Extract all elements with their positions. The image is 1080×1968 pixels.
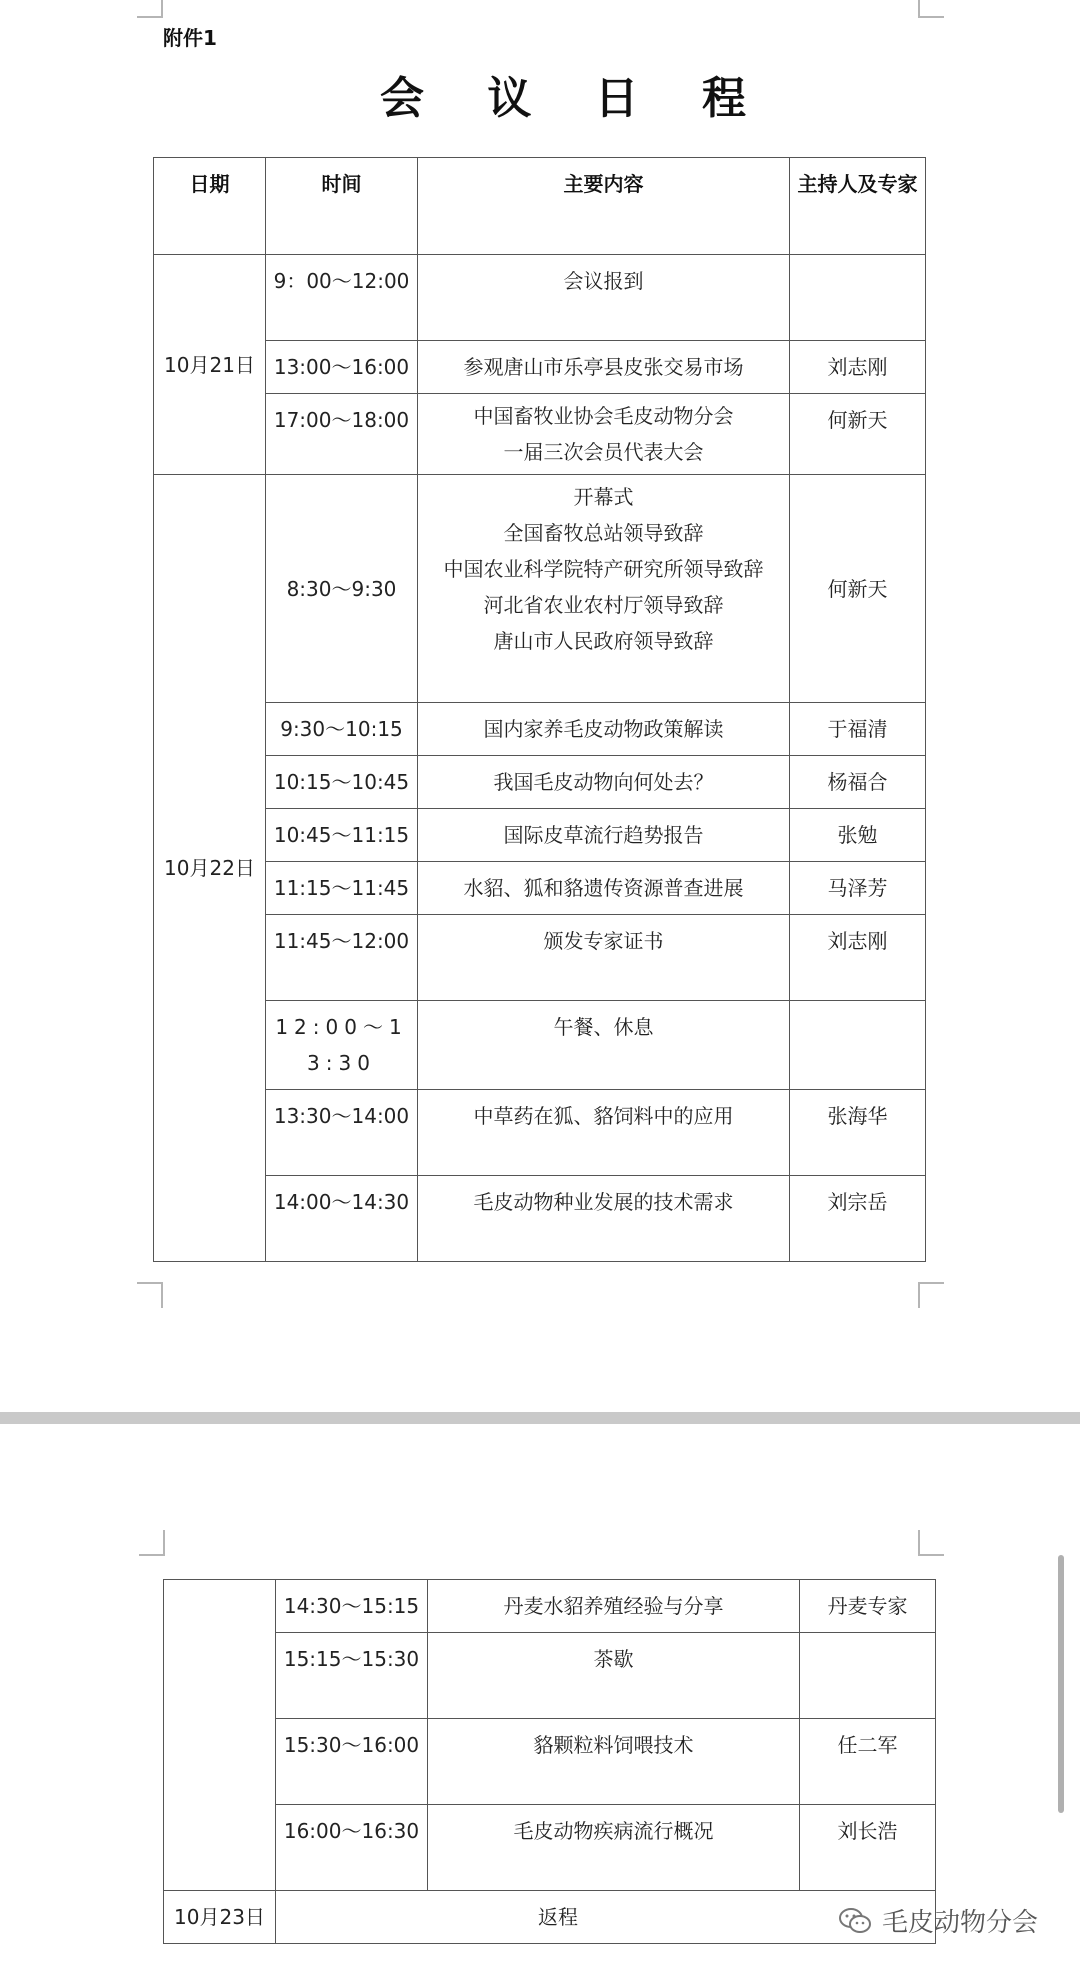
attachment-label: 附件1 [163,26,217,50]
date-cell: 10月21日 [154,255,266,475]
table-row [154,862,926,915]
table-row [154,341,926,394]
table-row [154,394,926,475]
page-corner-mark [137,1282,163,1308]
table-row [154,1176,926,1262]
page-corner-mark [137,0,163,18]
page-title: 会 议 日 程 [380,73,770,124]
host-cell [790,1001,926,1090]
watermark-text: 毛皮动物分会 [882,1908,1039,1938]
content-cell: 我国毛皮动物向何处去？ [418,756,790,809]
content-cell: 中草药在狐、貉饲料中的应用 [418,1090,790,1176]
content-cell: 国内家养毛皮动物政策解读 [418,703,790,756]
time-cell: 15:30～16:00 [276,1719,428,1805]
opening-line: 开幕式 [573,485,634,509]
table-row [154,255,926,341]
host-cell: 刘长浩 [800,1805,936,1891]
host-cell: 张勉 [790,809,926,862]
schedule-table [153,157,926,1262]
host-cell: 何新天 [790,475,926,703]
time-cell: 9：00～12:00 [266,255,418,341]
content-cell: 午餐、休息 [418,1001,790,1090]
content-cell: 茶歇 [428,1633,800,1719]
table-row [164,1633,936,1719]
time-cell: 10:45～11:15 [266,809,418,862]
time-cell: 13:30～14:00 [266,1090,418,1176]
content-cell: 貉颗粒料饲喂技术 [428,1719,800,1805]
content-cell: 毛皮动物疾病流行概况 [428,1805,800,1891]
opening-line: 中国农业科学院特产研究所领导致辞 [443,557,764,581]
page-corner-mark [918,1282,944,1308]
table-row [164,1891,936,1944]
schedule-table-continued [163,1579,936,1944]
table-row [154,475,926,703]
time-cell: 14:30～15:15 [276,1580,428,1633]
table-header-row [154,158,926,255]
opening-line: 唐山市人民政府领导致辞 [493,629,714,653]
header-time: 时间 [266,158,418,255]
page-corner-mark [918,0,944,18]
opening-line: 河北省农业农村厅领导致辞 [483,593,724,617]
host-cell: 刘志刚 [790,915,926,1001]
table-row [154,1090,926,1176]
host-cell: 杨福合 [790,756,926,809]
host-cell: 任二军 [800,1719,936,1805]
table-row [154,703,926,756]
content-cell: 毛皮动物种业发展的技术需求 [418,1176,790,1262]
table-row [154,809,926,862]
host-cell: 张海华 [790,1090,926,1176]
scrollbar-thumb[interactable] [1058,1555,1064,1813]
table-row [154,1001,926,1090]
time-cell: 13:00～16:00 [266,341,418,394]
date-cell [164,1580,276,1891]
header-host: 主持人及专家 [790,158,926,255]
host-cell: 马泽芳 [790,862,926,915]
table-row [154,756,926,809]
time-cell: 14:00～14:30 [266,1176,418,1262]
date-cell: 10月23日 [164,1891,276,1944]
header-content: 主要内容 [418,158,790,255]
content-cell: 水貂、狐和貉遗传资源普查进展 [418,862,790,915]
host-cell: 何新天 [790,394,926,475]
content-cell: 参观唐山市乐亭县皮张交易市场 [418,341,790,394]
time-cell: 8:30～9:30 [266,475,418,703]
time-cell: 15:15～15:30 [276,1633,428,1719]
time-cell: 17:00～18:00 [266,394,418,475]
page-corner-mark [918,1530,944,1556]
opening-content-cell [418,475,790,703]
host-cell [790,255,926,341]
header-date: 日期 [154,158,266,255]
time-cell: 16:00～16:30 [276,1805,428,1891]
table-row [154,915,926,1001]
table-row [164,1805,936,1891]
content-cell: 国际皮草流行趋势报告 [418,809,790,862]
opening-line: 全国畜牧总站领导致辞 [503,521,704,545]
page-corner-mark [139,1530,165,1556]
host-cell: 丹麦专家 [800,1580,936,1633]
table-row [164,1719,936,1805]
page-separator [0,1412,1080,1424]
time-cell: 9:30～10:15 [266,703,418,756]
table-row [164,1580,936,1633]
host-cell: 刘志刚 [790,341,926,394]
host-cell [800,1633,936,1719]
content-cell: 中国畜牧业协会毛皮动物分会一届三次会员代表大会 [418,394,790,475]
time-cell: 10:15～10:45 [266,756,418,809]
time-cell: 12:00～13:30 [266,1001,418,1090]
content-cell: 丹麦水貂养殖经验与分享 [428,1580,800,1633]
time-cell: 11:15～11:45 [266,862,418,915]
date-cell: 10月22日 [154,475,266,1262]
content-cell: 颁发专家证书 [418,915,790,1001]
watermark [838,1902,1038,1939]
host-cell: 刘宗岳 [790,1176,926,1262]
wechat-icon [838,1907,872,1935]
time-cell: 11:45～12:00 [266,915,418,1001]
content-cell: 返程 [276,1891,936,1944]
host-cell: 于福清 [790,703,926,756]
content-cell: 会议报到 [418,255,790,341]
